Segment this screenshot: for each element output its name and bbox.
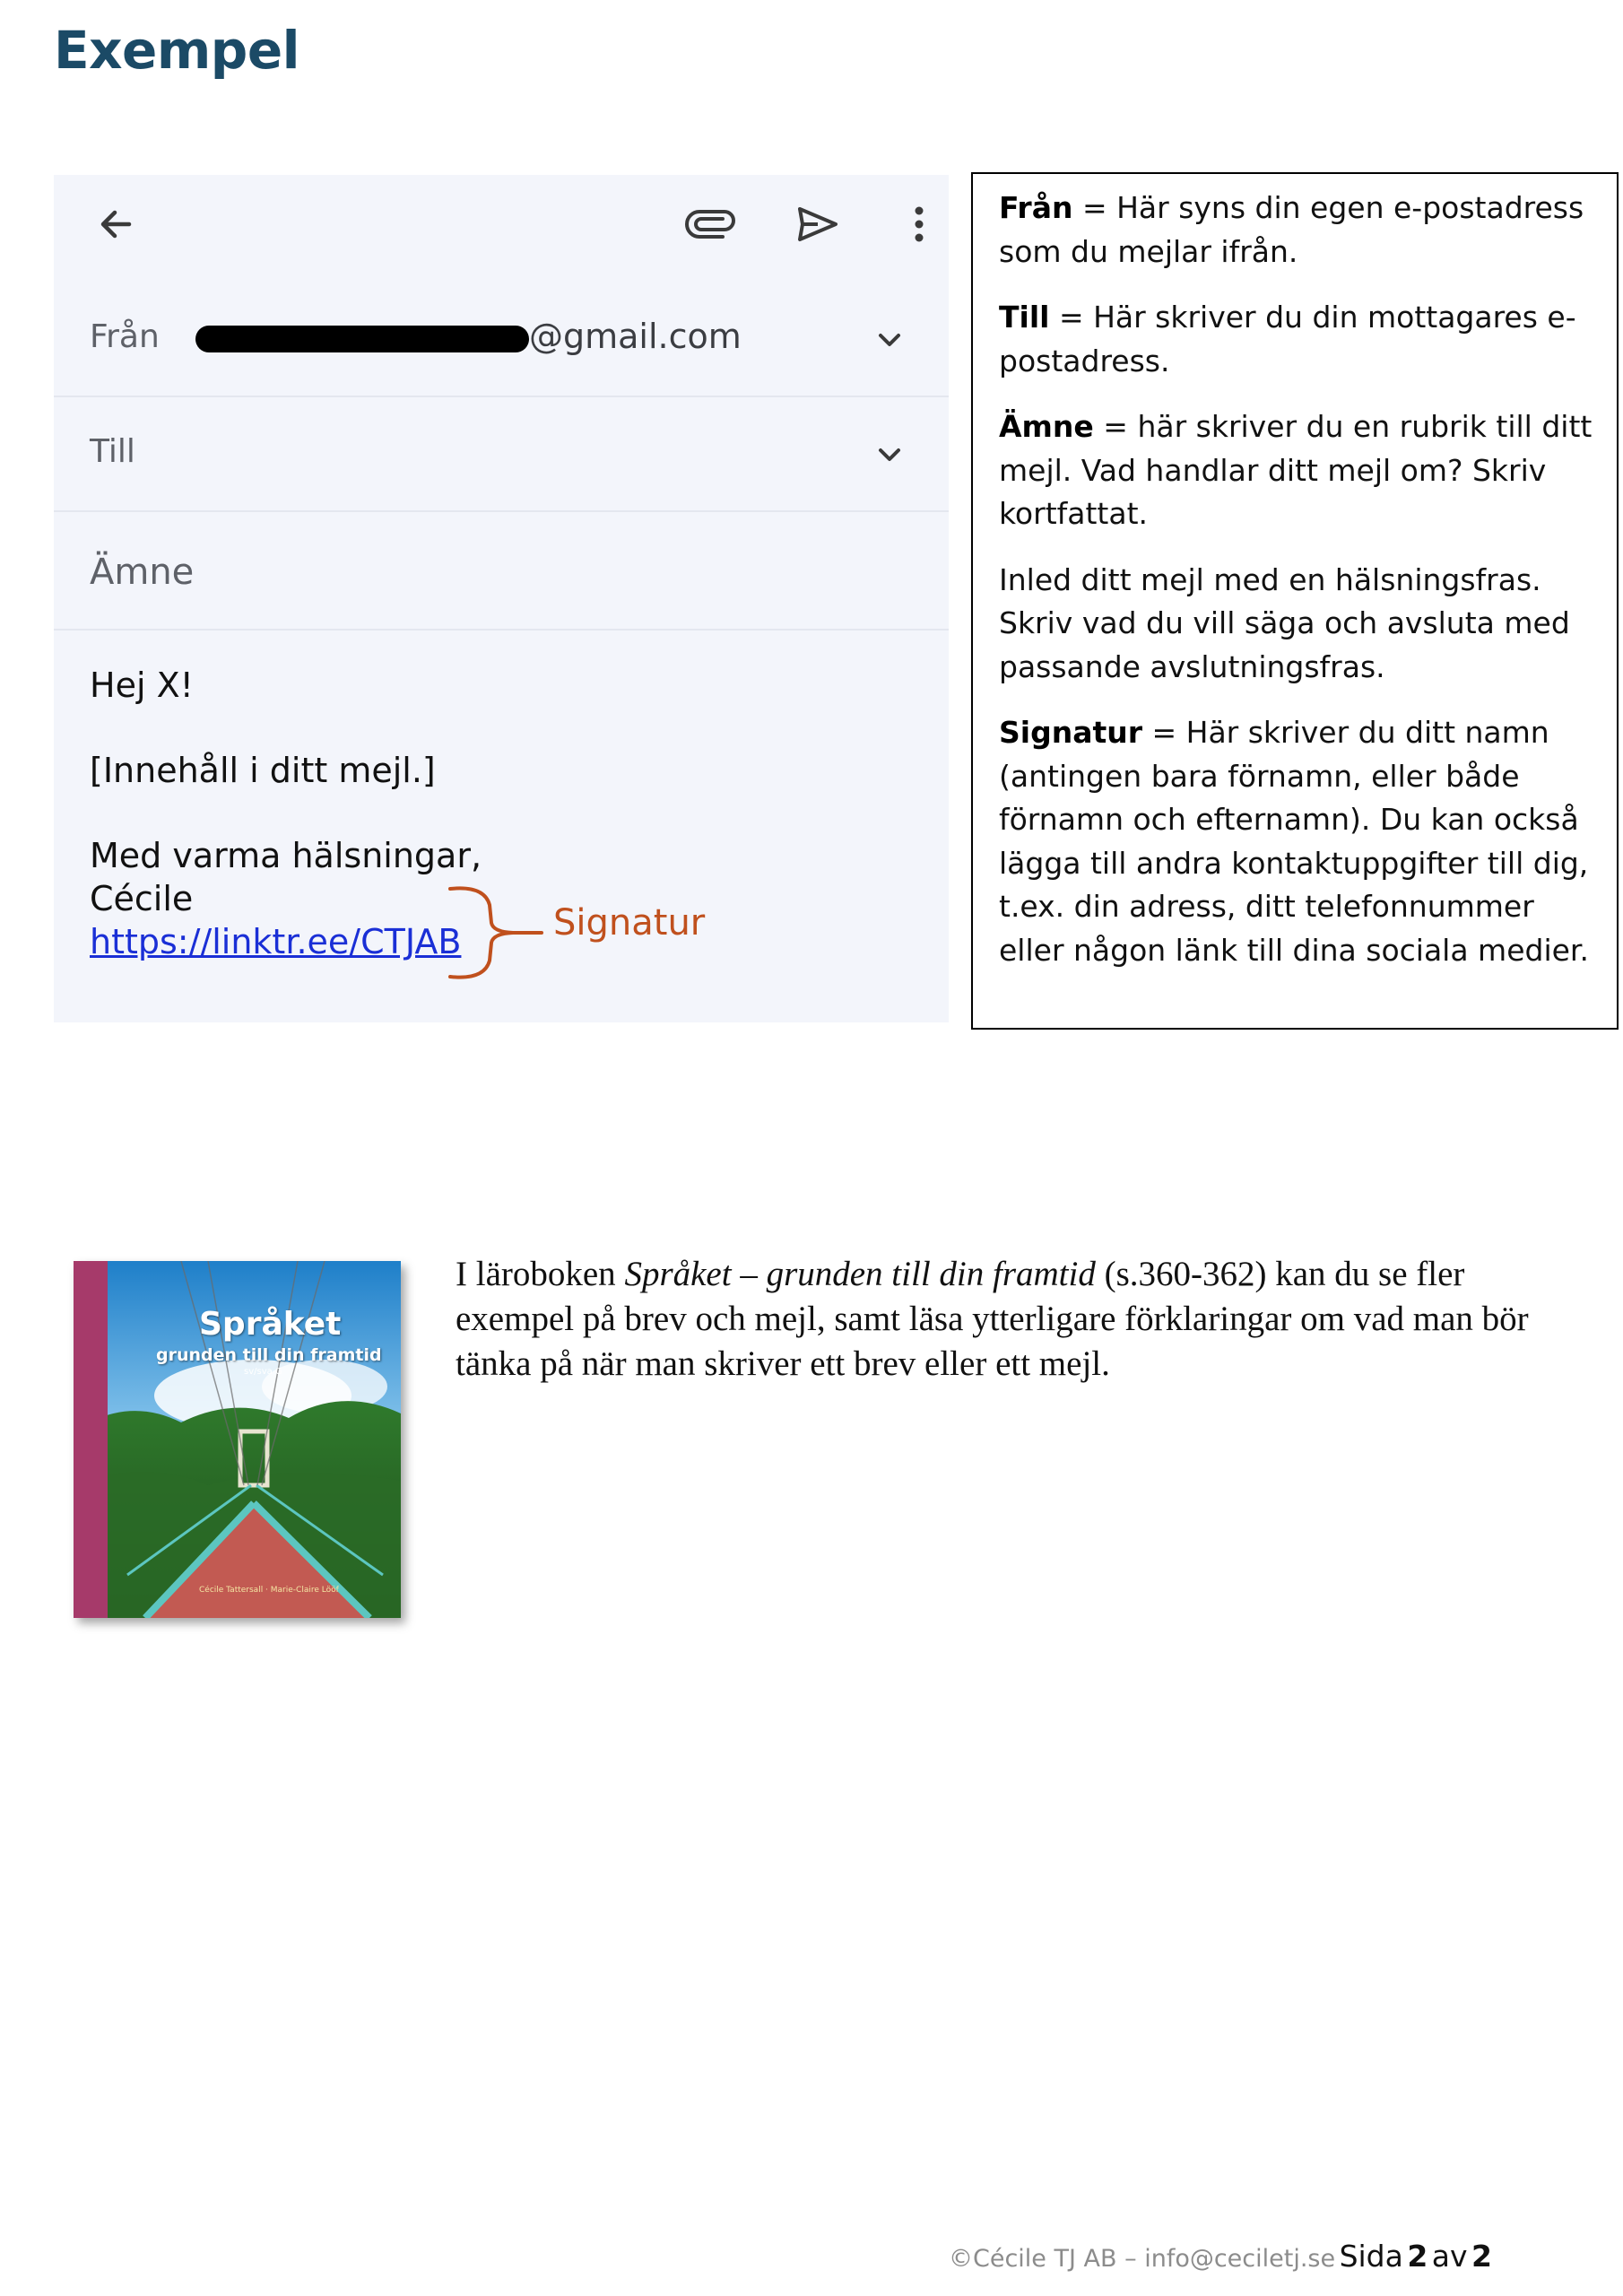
to-row[interactable]	[54, 397, 949, 512]
to-label: Till	[90, 433, 135, 470]
mail-closing: Med varma hälsningar,	[90, 836, 482, 875]
text-to: = Här skriver du din mottagares e-postadress.	[999, 300, 1576, 378]
book-text-prefix: I läroboken	[456, 1255, 625, 1293]
text-from: = Här syns din egen e-postadress som du mejlar ifrån.	[999, 190, 1584, 269]
signature-link[interactable]: https://linktr.ee/CTJAB	[90, 922, 462, 961]
compose-toolbar	[54, 175, 949, 274]
chevron-down-icon[interactable]	[872, 437, 907, 473]
attachment-icon[interactable]	[683, 197, 737, 251]
explanation-subject	[999, 405, 1597, 536]
send-icon[interactable]	[791, 197, 845, 251]
more-vert-icon[interactable]	[892, 197, 946, 251]
mail-content: [Innehåll i ditt mejl.]	[90, 751, 436, 790]
term-subject: Ämne	[999, 409, 1094, 444]
explanation-to	[999, 296, 1597, 383]
from-label: Från	[90, 318, 160, 355]
from-address-domain: @gmail.com	[529, 317, 742, 356]
term-to: Till	[999, 300, 1050, 335]
term-signature: Signatur	[999, 715, 1143, 750]
subject-field[interactable]	[54, 512, 949, 631]
page-heading: Exempel	[54, 20, 300, 81]
mail-greeting: Hej X!	[90, 665, 194, 705]
page-current: 2	[1407, 2239, 1428, 2274]
book-cover-authors: Cécile Tattersall · Marie-Claire Lööf	[199, 1586, 339, 1595]
signature-name: Cécile	[90, 879, 194, 918]
text-subject: = här skriver du en rubrik till ditt mejl. Vad handlar ditt mejl om? Skriv kortfattat.	[999, 409, 1593, 531]
signature-brace-icon	[448, 883, 547, 982]
page-word: Sida	[1339, 2239, 1403, 2274]
from-row[interactable]	[54, 283, 949, 397]
page-of: av	[1431, 2239, 1468, 2274]
explanation-box	[971, 172, 1619, 1030]
book-text-suffix: (s.360-362) kan du se fler exempel på brev och mejl, samt läsa ytterligare förklaringar om vad man bör tänka på när man skriver ett brev eller ett mejl.	[456, 1255, 1529, 1383]
redacted-address	[195, 326, 529, 352]
subject-placeholder: Ämne	[90, 552, 195, 593]
term-from: Från	[999, 190, 1073, 225]
page-footer	[949, 2239, 1492, 2274]
text-signature: = Här skriver du ditt namn (antingen bara förnamn, eller både förnamn och efternamn). Du kan också lägga till andra kontaktuppgifter till dig, t.ex. din adress, ditt telefonnummer eller någon länk till dina sociala medier.	[999, 715, 1589, 968]
book-cover	[74, 1261, 401, 1618]
page-total: 2	[1471, 2239, 1492, 2274]
footer-copyright: ©Cécile TJ AB – info@ceciletj.se	[949, 2245, 1336, 2273]
signature-annotation: Signatur	[553, 902, 706, 944]
explanation-from	[999, 187, 1597, 274]
explanation-signature	[999, 711, 1597, 972]
book-cover-title: Språket	[199, 1306, 342, 1343]
book-cover-edition: sv/sva G	[244, 1367, 282, 1377]
back-arrow-icon[interactable]	[90, 197, 143, 251]
chevron-down-icon[interactable]	[872, 322, 907, 358]
book-reference-text	[456, 1252, 1549, 1387]
explanation-body: Inled ditt mejl med en hälsningsfras. Skriv vad du vill säga och avsluta med passande avslutningsfras.	[999, 561, 1570, 684]
book-text-title: Språket – grunden till din framtid	[624, 1255, 1096, 1293]
book-cover-subtitle: grunden till din framtid	[156, 1345, 382, 1365]
